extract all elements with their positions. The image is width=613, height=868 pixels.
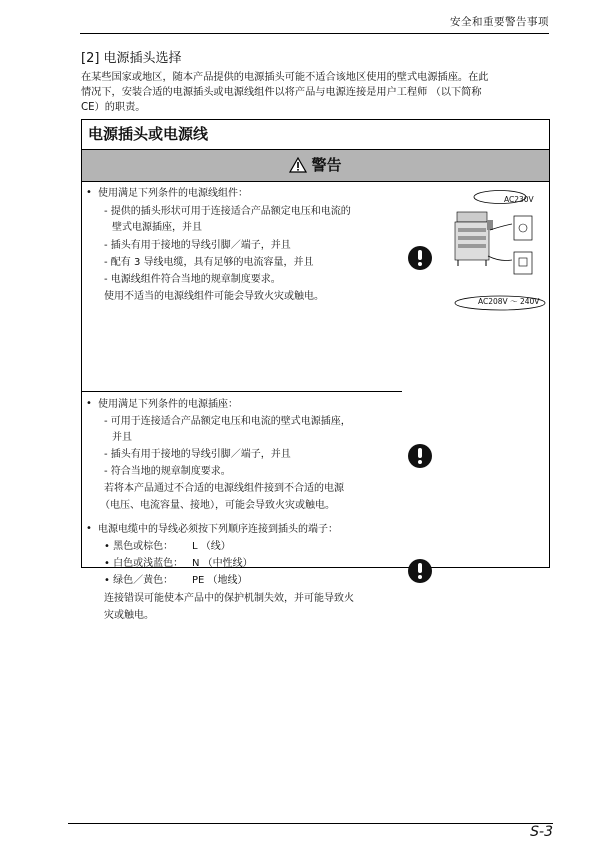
intro-line: 在某些国家或地区，随本产品提供的电源插头可能不适合该地区使用的壁式电源插座。在此: [81, 72, 489, 83]
footer-rule: [68, 823, 553, 824]
wire-row: • 白色或浅蓝色：: [104, 558, 184, 569]
warning-box: [81, 119, 550, 621]
intro-paragraph: [81, 70, 549, 115]
block2-bullet: 使用满足下列条件的电源插座：: [98, 399, 238, 410]
warning-bar: [82, 150, 549, 182]
block2-note: （电压、电流容量、接地），可能会导致火灾或触电。: [100, 500, 335, 511]
header-rule: [80, 33, 549, 34]
block2-note: 若将本产品通过不合适的电源线组件接到不合适的电源: [104, 483, 344, 494]
wire-row: • 绿色／黄色：: [104, 575, 174, 586]
box-title: 电源插头或电源线: [82, 120, 549, 150]
label-ac208-240v: AC208V ～ 240V: [478, 297, 540, 306]
bullet-dot: •: [86, 187, 92, 198]
block1-note: 使用不适当的电源线组件可能会导致火灾或触电。: [104, 291, 324, 302]
page-number: S-3: [530, 824, 553, 840]
block3-note: 连接错误可能使本产品中的保护机制失效，并可能导致火: [104, 593, 354, 604]
block1-item: 壁式电源插座，并且: [112, 222, 202, 233]
wire-value: PE （地线）: [192, 575, 248, 586]
intro-line: 情况下，安装合适的电源插头或电源线组件以将产品与电源连接是用户工程师 （以下简称: [81, 87, 482, 98]
block2-item: 并且: [112, 432, 132, 443]
wire-value: L （线）: [192, 541, 231, 552]
wire-color: 黑色或棕色：: [113, 541, 174, 552]
box-body: [82, 182, 549, 621]
section-title: [2] 电源插头选择: [81, 51, 182, 66]
wire-value: N （中性线）: [192, 558, 253, 569]
block2-item: - 可用于连接适合产品额定电压和电流的壁式电源插座，: [104, 416, 351, 427]
block1-item: - 插头有用于接地的导线引脚／端子，并且: [104, 240, 291, 251]
copier-plug-diagram-icon: [452, 190, 548, 312]
label-ac230v: AC230V: [504, 195, 534, 204]
wire-color: 白色或浅蓝色：: [113, 558, 184, 569]
intro-line: CE）的职责。: [81, 102, 146, 113]
block1-item: - 提供的插头形状可用于连接适合产品额定电压和电流的: [104, 206, 351, 217]
exclamation-icon: [408, 246, 432, 270]
warning-triangle-icon: [289, 157, 307, 173]
block2-item: - 插头有用于接地的导线引脚／端子，并且: [104, 449, 291, 460]
exclamation-icon: [408, 444, 432, 468]
block3-bullet: 电源电缆中的导线必须按下列顺序连接到插头的端子：: [98, 524, 338, 535]
section-divider: [82, 391, 402, 392]
running-header: 安全和重要警告事项: [450, 16, 549, 28]
block1-item: - 电源线组件符合当地的规章制度要求。: [104, 274, 281, 285]
block2-item: - 符合当地的规章制度要求。: [104, 466, 231, 477]
bullet-dot: •: [86, 523, 92, 534]
bullet-dot: •: [86, 398, 92, 409]
wire-color: 绿色／黄色：: [113, 575, 174, 586]
warning-label: 警告: [311, 156, 342, 174]
power-plug-illustration: [452, 190, 548, 316]
wire-row: • 黑色或棕色：: [104, 541, 174, 552]
exclamation-icon: [408, 559, 432, 583]
block3-note: 灾或触电。: [104, 610, 154, 621]
block1-bullet: 使用满足下列条件的电源线组件：: [98, 188, 248, 199]
block1-item: - 配有 3 导线电缆，具有足够的电流容量，并且: [104, 257, 314, 268]
